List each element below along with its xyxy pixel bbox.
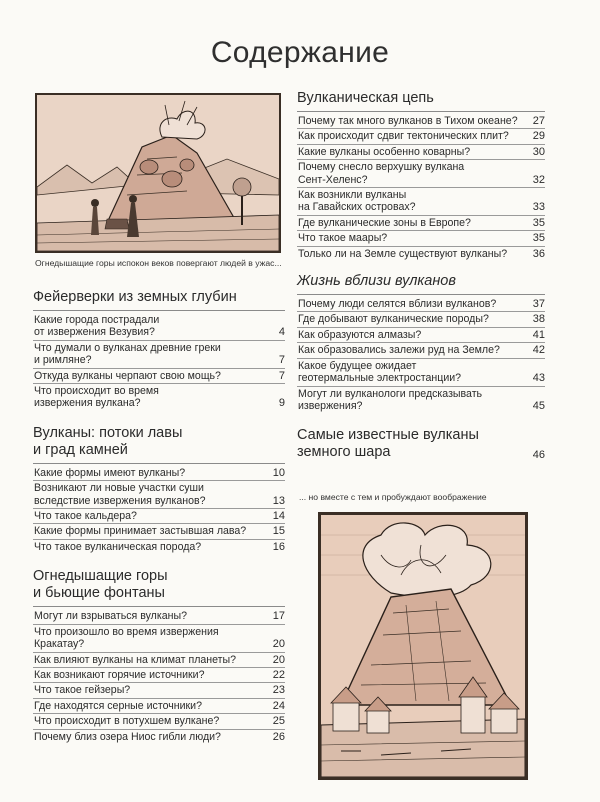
entry-text: Откуда вулканы черпают свою мощь? (34, 369, 221, 382)
section-title-line: земного шара (297, 444, 391, 461)
toc-entry[interactable] (297, 247, 545, 261)
entry-text: Какие вулканы особенно коварны? (298, 145, 471, 158)
entry-page-number: 27 (532, 115, 545, 127)
entry-text: Какие города пострадали (34, 314, 160, 326)
entry-text: Как образовались залежи руд на Земле? (298, 344, 500, 357)
entry-text: Какие формы принимает застывшая лава? (34, 525, 247, 538)
section-title (297, 90, 545, 107)
entry-page-number: 38 (532, 313, 545, 326)
section-title-line: Вулканы: потоки лавы (33, 424, 183, 441)
entry-text: Что такое маары? (298, 232, 388, 245)
entry-text: Почему люди селятся вблизи вулканов? (298, 298, 497, 311)
toc-entry[interactable] (33, 609, 285, 624)
entry-text: извержения? (298, 399, 363, 412)
toc-entry[interactable] (33, 341, 285, 369)
section-rule (33, 463, 285, 464)
section-title (33, 289, 285, 306)
entry-text: Что такое вулканическая порода? (34, 540, 202, 553)
toc-entry[interactable] (297, 359, 545, 387)
entry-page-number: 7 (278, 354, 285, 367)
entry-page-number: 25 (272, 715, 285, 728)
toc-entry[interactable] (297, 312, 545, 327)
section-title-line: Фейерверки из земных глубин (33, 289, 237, 305)
toc-right-column (297, 90, 545, 461)
entry-page-number: 37 (532, 298, 545, 311)
toc-entry[interactable] (33, 481, 285, 509)
entry-text: извержения вулкана? (34, 397, 141, 410)
entry-page-number: 35 (532, 232, 545, 245)
entry-page-number: 42 (532, 344, 545, 357)
entry-page-number: 32 (532, 173, 545, 186)
toc-section-life-near-volcanoes (297, 273, 545, 413)
toc-entry[interactable] (33, 384, 285, 411)
toc-entry[interactable] (33, 653, 285, 668)
toc-entry[interactable] (33, 730, 285, 744)
toc-section-lava (33, 425, 285, 554)
toc-left-column (33, 289, 285, 744)
entry-page-number: 20 (272, 638, 285, 651)
page-title: Содержание (210, 36, 390, 69)
entry-text: геотермальные электростанции? (298, 372, 462, 385)
entry-text: Где добывают вулканические породы? (298, 313, 489, 326)
entry-text: Как возникают горячие источники? (34, 668, 205, 681)
toc-entry[interactable] (297, 145, 545, 160)
toc-entry[interactable] (297, 297, 545, 312)
entry-text: Какие формы имеют вулканы? (34, 466, 186, 479)
caption-top: Огнедышащие горы испокон веков повергают людей в ужас... (35, 258, 282, 268)
section-title (33, 425, 285, 459)
entry-text: Как образуются алмазы? (298, 328, 422, 341)
entry-page-number: 30 (532, 145, 545, 158)
caption-bottom: ... но вместе с тем и пробуждают воображение (299, 492, 487, 502)
toc-entry[interactable] (33, 625, 285, 653)
entry-page-number: 16 (272, 540, 285, 553)
toc-entry[interactable] (33, 683, 285, 698)
entry-text: вследствие извержения вулканов? (34, 494, 206, 507)
entry-text: Почему близ озера Ниос гибли люди? (34, 730, 221, 743)
entry-text: Что происходит во время (34, 385, 159, 398)
toc-entry[interactable] (33, 509, 285, 524)
toc-entry[interactable] (297, 188, 545, 216)
entry-page-number: 20 (272, 653, 285, 666)
toc-entry[interactable] (33, 524, 285, 539)
entry-text: Что такое гейзеры? (34, 684, 131, 697)
toc-entry[interactable] (297, 129, 545, 144)
toc-entry[interactable] (33, 466, 285, 481)
entry-page-number: 7 (278, 369, 285, 382)
entry-page-number: 22 (272, 668, 285, 681)
section-rule (33, 606, 285, 607)
entry-text: от извержения Везувия? (34, 326, 155, 339)
entry-text: Почему снесло верхушку вулкана (298, 161, 465, 174)
entry-page-number: 26 (272, 730, 285, 743)
entry-page-number: 36 (532, 247, 545, 260)
section-title (33, 568, 285, 602)
entry-text: Могут ли взрываться вулканы? (34, 610, 187, 623)
entry-text: Как происходит сдвиг тектонических плит? (298, 130, 509, 143)
entry-text: Что произошло во время извержения (34, 625, 219, 638)
toc-entry[interactable] (33, 714, 285, 729)
entry-text: Что происходит в потухшем вулкане? (34, 715, 220, 728)
toc-entry[interactable] (297, 160, 545, 188)
section-title-line: Самые известные вулканы (297, 427, 479, 444)
toc-entry[interactable] (33, 540, 285, 554)
entry-page-number: 15 (272, 525, 285, 538)
section-title-line: Вулканическая цепь (297, 90, 434, 106)
entry-page-number: 13 (272, 494, 285, 507)
entry-page-number: 35 (532, 216, 545, 229)
section-title (297, 427, 479, 461)
toc-entry[interactable] (33, 313, 285, 341)
toc-entry[interactable] (297, 114, 545, 129)
entry-text: Сент-Хеленс? (298, 173, 368, 186)
toc-entry[interactable] (33, 699, 285, 714)
section-rule (33, 310, 285, 311)
toc-entry[interactable] (33, 369, 285, 384)
section-title-line: и град камней (33, 441, 128, 458)
volcano-woodcut-illustration-bottom (318, 512, 528, 780)
entry-text: Где вулканические зоны в Европе? (298, 216, 471, 229)
entry-text: Что такое кальдера? (34, 510, 137, 523)
toc-entry[interactable] (297, 328, 545, 343)
toc-entry[interactable] (33, 668, 285, 683)
volcano-engraving-bottom (321, 515, 525, 777)
entry-text: Где находятся серные источники? (34, 699, 202, 712)
entry-text: Почему так много вулканов в Тихом океане? (298, 115, 518, 127)
section-rule (297, 294, 545, 295)
entry-page-number: 45 (532, 399, 545, 412)
entry-text: Как возникли вулканы (298, 189, 407, 202)
volcano-woodcut-illustration-top (35, 93, 281, 253)
entry-text: Возникают ли новые участки суши (34, 482, 204, 495)
entry-text: Какое будущее ожидает (298, 359, 417, 372)
entry-page-number: 17 (272, 610, 285, 623)
toc-entry[interactable] (297, 387, 545, 414)
section-title (297, 273, 545, 290)
entry-text: и римляне? (34, 354, 92, 367)
toc-section-volcanic-chain (297, 90, 545, 261)
toc-entry[interactable] (297, 343, 545, 358)
toc-section-fireworks (33, 289, 285, 411)
entry-text: Как влияют вулканы на климат планеты? (34, 653, 237, 666)
entry-text: на Гавайских островах? (298, 201, 416, 214)
section-title-line: и бьющие фонтаны (33, 585, 165, 602)
toc-section-famous-volcanoes[interactable] (297, 427, 545, 461)
toc-entry[interactable] (297, 216, 545, 231)
entry-text: Кракатау? (34, 638, 85, 651)
entry-text: Могут ли вулканологи предсказывать (298, 387, 483, 400)
entry-page-number: 14 (272, 510, 285, 523)
entry-page-number: 43 (532, 372, 545, 385)
section-title-line: Жизнь вблизи вулканов (297, 273, 456, 290)
section-rule (297, 111, 545, 112)
section-title-line: Огнедышащие горы (33, 568, 168, 585)
entry-page-number: 23 (272, 684, 285, 697)
entry-page-number: 41 (532, 328, 545, 341)
entry-page-number: 10 (272, 466, 285, 479)
entry-text: Что думали о вулканах древние греки (34, 341, 221, 354)
entry-page-number: 24 (272, 699, 285, 712)
volcano-engraving-top (37, 95, 279, 251)
entry-page-number: 4 (278, 326, 285, 339)
entry-page-number: 33 (532, 201, 545, 214)
entry-page-number: 46 (532, 449, 545, 462)
toc-section-geysers (33, 568, 285, 744)
toc-entry[interactable] (297, 231, 545, 246)
entry-page-number: 29 (532, 130, 545, 143)
entry-page-number: 9 (278, 397, 285, 410)
entry-text: Только ли на Земле существуют вулканы? (298, 247, 508, 260)
